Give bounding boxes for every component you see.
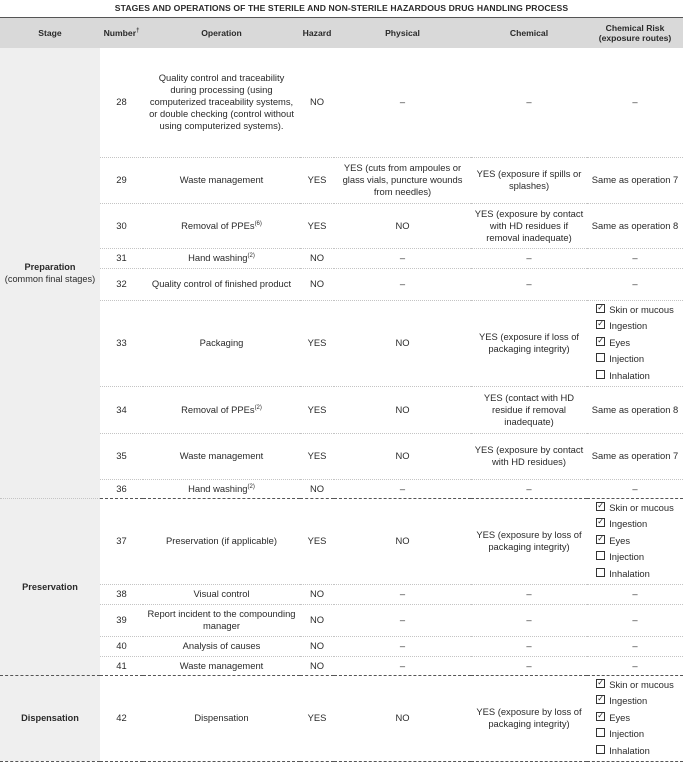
- header-operation: Operation: [201, 28, 242, 38]
- row-risk: –: [587, 604, 683, 636]
- row-hazard: YES: [300, 300, 334, 386]
- row-risk: Same as operation 8: [587, 203, 683, 248]
- row-operation: Hand washing$^{(2)}$: [143, 248, 300, 268]
- table-title: STAGES AND OPERATIONS OF THE STERILE AND NON-STERILE HAZARDOUS DRUG HANDLING PROCESS: [0, 0, 683, 18]
- row-risk: –: [587, 48, 683, 157]
- exposure-routes: [596, 500, 674, 582]
- header-chemical-risk: Chemical Risk (exposure routes): [598, 23, 672, 43]
- table-row: [0, 48, 683, 157]
- table-row: [0, 248, 683, 268]
- checkbox-icon: [596, 337, 605, 346]
- table-row: [0, 479, 683, 498]
- header-chemical: Chemical: [509, 28, 549, 38]
- row-risk: [587, 675, 683, 761]
- row-hazard: YES: [300, 498, 334, 584]
- row-physical: NO: [334, 433, 471, 479]
- row-hazard: NO: [300, 479, 334, 498]
- row-hazard: YES: [300, 433, 334, 479]
- row-chemical: –: [471, 656, 587, 675]
- table-row: [0, 656, 683, 675]
- row-hazard: NO: [300, 636, 334, 656]
- row-physical: NO: [334, 203, 471, 248]
- checkbox-icon: [596, 304, 605, 313]
- row-operation: Waste management: [143, 157, 300, 203]
- row-risk: –: [587, 636, 683, 656]
- table-row: [0, 386, 683, 433]
- row-hazard: NO: [300, 584, 334, 604]
- checkbox-icon: [596, 728, 605, 737]
- row-operation: Preservation (if applicable): [143, 498, 300, 584]
- row-operation: Removal of PPEs$^{(2)}$: [143, 386, 300, 433]
- table-row: [0, 675, 683, 761]
- row-risk: –: [587, 248, 683, 268]
- row-number: 33: [100, 300, 143, 386]
- row-chemical: –: [471, 584, 587, 604]
- row-number: 39: [100, 604, 143, 636]
- row-chemical: YES (exposure if loss of packaging integrity): [471, 300, 587, 386]
- row-risk: –: [587, 479, 683, 498]
- row-chemical: YES (exposure by loss of packaging integrity): [471, 675, 587, 761]
- route-item: Injection: [596, 351, 674, 367]
- row-physical: –: [334, 584, 471, 604]
- row-chemical: –: [471, 636, 587, 656]
- row-chemical: –: [471, 604, 587, 636]
- table-row: [0, 157, 683, 203]
- table-row: [0, 268, 683, 300]
- row-hazard: YES: [300, 675, 334, 761]
- checkbox-icon: [596, 353, 605, 362]
- table-row: [0, 636, 683, 656]
- row-number: 40: [100, 636, 143, 656]
- header-stage: Stage: [38, 28, 62, 38]
- table-row: [0, 498, 683, 584]
- checkbox-icon: [596, 695, 605, 704]
- checkbox-icon: [596, 518, 605, 527]
- row-physical: –: [334, 636, 471, 656]
- row-operation: Waste management: [143, 433, 300, 479]
- checkbox-icon: [596, 679, 605, 688]
- row-chemical: YES (contact with HD residue if removal inadequate): [471, 386, 587, 433]
- header-row: [0, 18, 683, 48]
- row-chemical: YES (exposure by contact with HD residues): [471, 433, 587, 479]
- route-item: ✓Skin or mucous: [596, 302, 674, 318]
- row-number: 41: [100, 656, 143, 675]
- exposure-routes: [596, 677, 674, 759]
- row-physical: –: [334, 268, 471, 300]
- table-row: [0, 433, 683, 479]
- row-number: 32: [100, 268, 143, 300]
- row-chemical: YES (exposure if spills or splashes): [471, 157, 587, 203]
- row-hazard: YES: [300, 157, 334, 203]
- row-hazard: NO: [300, 656, 334, 675]
- route-item: ✓Eyes: [596, 533, 674, 549]
- row-operation: Report incident to the compounding manager: [143, 604, 300, 636]
- row-chemical: YES (exposure by contact with HD residues if removal inadequate): [471, 203, 587, 248]
- row-hazard: NO: [300, 248, 334, 268]
- row-operation: Hand washing$^{(2)}$: [143, 479, 300, 498]
- row-physical: –: [334, 656, 471, 675]
- row-chemical: –: [471, 268, 587, 300]
- row-risk: –: [587, 268, 683, 300]
- hazard-table: [0, 18, 683, 762]
- row-number: 38: [100, 584, 143, 604]
- row-risk: [587, 498, 683, 584]
- row-physical: YES (cuts from ampoules or glass vials, puncture wounds from needles): [334, 157, 471, 203]
- checkbox-icon: [596, 745, 605, 754]
- row-physical: NO: [334, 386, 471, 433]
- table-row: [0, 300, 683, 386]
- route-item: Inhalation: [596, 743, 674, 759]
- row-number: 29: [100, 157, 143, 203]
- row-chemical: –: [471, 479, 587, 498]
- row-operation: Waste management: [143, 656, 300, 675]
- checkbox-icon: [596, 370, 605, 379]
- row-physical: –: [334, 248, 471, 268]
- route-item: ✓Ingestion: [596, 516, 674, 532]
- table-row: [0, 584, 683, 604]
- row-physical: NO: [334, 498, 471, 584]
- row-number: 34: [100, 386, 143, 433]
- stage-dispensation: Dispensation: [0, 675, 100, 761]
- row-number: 36: [100, 479, 143, 498]
- stage-preparation: Preparation (common final stages): [0, 48, 100, 498]
- row-hazard: NO: [300, 48, 334, 157]
- row-physical: NO: [334, 300, 471, 386]
- row-risk: Same as operation 7: [587, 433, 683, 479]
- row-hazard: YES: [300, 203, 334, 248]
- row-risk: [587, 300, 683, 386]
- row-physical: –: [334, 604, 471, 636]
- row-operation: Packaging: [143, 300, 300, 386]
- row-number: 42: [100, 675, 143, 761]
- row-chemical: YES (exposure by loss of packaging integrity): [471, 498, 587, 584]
- row-hazard: NO: [300, 604, 334, 636]
- checkbox-icon: [596, 535, 605, 544]
- row-physical: –: [334, 479, 471, 498]
- table-row: [0, 203, 683, 248]
- row-number: 31: [100, 248, 143, 268]
- route-item: Injection: [596, 726, 674, 742]
- row-number: 30: [100, 203, 143, 248]
- route-item: Inhalation: [596, 368, 674, 384]
- row-operation: Quality control and traceability during processing (using computerized traceability systems, or double checking (control without using computerized systems).: [143, 48, 300, 157]
- route-item: ✓Skin or mucous: [596, 677, 674, 693]
- row-physical: –: [334, 48, 471, 157]
- checkbox-icon: [596, 502, 605, 511]
- exposure-routes: [596, 302, 674, 384]
- row-number: 28: [100, 48, 143, 157]
- checkbox-icon: [596, 712, 605, 721]
- table-row: [0, 604, 683, 636]
- route-item: ✓Eyes: [596, 335, 674, 351]
- row-hazard: YES: [300, 386, 334, 433]
- route-item: ✓Ingestion: [596, 693, 674, 709]
- checkbox-icon: [596, 320, 605, 329]
- row-risk: –: [587, 656, 683, 675]
- row-number: 37: [100, 498, 143, 584]
- header-hazard: Hazard: [302, 28, 332, 38]
- row-operation: Visual control: [143, 584, 300, 604]
- stage-preservation: Preservation: [0, 498, 100, 675]
- header-physical: Physical: [385, 28, 420, 38]
- route-item: ✓Eyes: [596, 710, 674, 726]
- row-risk: Same as operation 8: [587, 386, 683, 433]
- route-item: Inhalation: [596, 566, 674, 582]
- route-item: ✓Ingestion: [596, 318, 674, 334]
- header-number: Number†: [103, 28, 140, 38]
- row-operation: Dispensation: [143, 675, 300, 761]
- row-risk: Same as operation 7: [587, 157, 683, 203]
- row-physical: NO: [334, 675, 471, 761]
- row-operation: Analysis of causes: [143, 636, 300, 656]
- route-item: Injection: [596, 549, 674, 565]
- row-number: 35: [100, 433, 143, 479]
- row-operation: Quality control of finished product: [143, 268, 300, 300]
- row-risk: –: [587, 584, 683, 604]
- row-hazard: NO: [300, 268, 334, 300]
- row-chemical: –: [471, 248, 587, 268]
- checkbox-icon: [596, 568, 605, 577]
- row-chemical: –: [471, 48, 587, 157]
- route-item: ✓Skin or mucous: [596, 500, 674, 516]
- checkbox-icon: [596, 551, 605, 560]
- row-operation: Removal of PPEs$^{(6)}$: [143, 203, 300, 248]
